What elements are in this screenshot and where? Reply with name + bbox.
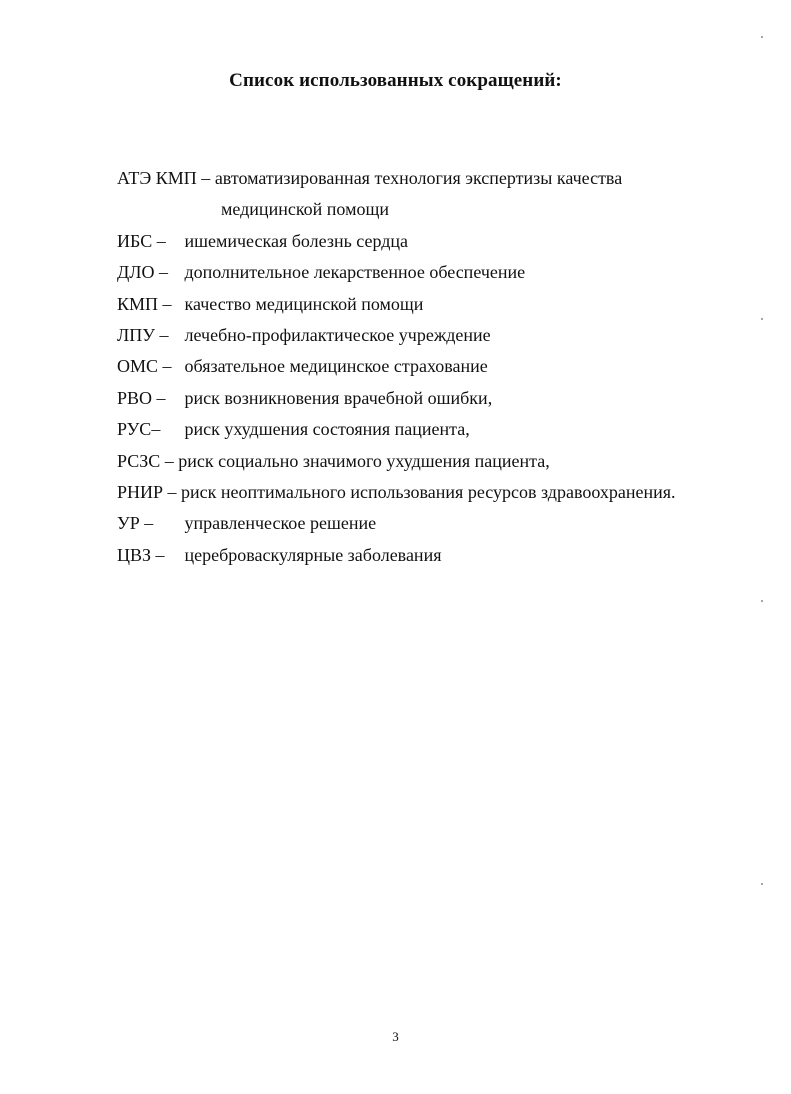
page-title: Список использованных сокращений: (229, 70, 562, 91)
abbreviation-item (117, 320, 676, 351)
abbreviation-term: КМП – (117, 293, 172, 314)
abbreviation-definition: лечебно-профилактическое учреждение (184, 325, 491, 346)
page-number: 3 (392, 1029, 399, 1044)
abbreviation-term: ЦВЗ – (117, 544, 165, 565)
abbreviation-definition: риск социально значимого ухудшения пациента, (178, 450, 550, 471)
abbreviation-item (117, 477, 676, 508)
abbreviation-item (117, 446, 676, 477)
abbreviation-definition: автоматизированная технология экспертизы качества (214, 168, 623, 188)
abbreviation-term: ИБС – (117, 230, 166, 251)
abbreviation-item (117, 163, 676, 226)
abbreviation-term: РУС– (117, 419, 161, 440)
abbreviation-definition: управленческое решение (184, 513, 377, 534)
abbreviation-term: РСЗС – (117, 450, 174, 471)
abbreviation-term: ОМС – (117, 356, 172, 377)
abbreviation-definition: риск ухудшения состояния пациента, (184, 419, 470, 440)
abbreviation-term: РВО – (117, 387, 166, 408)
scan-artifact-dot (761, 883, 763, 885)
abbreviation-term: ДЛО – (117, 262, 168, 283)
abbreviation-item (117, 540, 676, 571)
abbreviation-definition: риск возникновения врачебной ошибки, (184, 387, 493, 408)
abbreviation-term: УР – (117, 513, 154, 534)
abbreviation-item (117, 226, 676, 257)
abbreviation-definition: дополнительное лекарственное обеспечение (184, 262, 526, 283)
abbreviation-term: ЛПУ – (117, 325, 169, 346)
scan-artifact-dot (761, 36, 763, 38)
abbreviation-item (117, 414, 676, 445)
abbreviation-definition: качество медицинской помощи (184, 293, 424, 314)
abbreviation-item (117, 289, 676, 320)
abbreviation-item (117, 508, 676, 539)
scan-artifact-dot (761, 318, 763, 320)
abbreviation-term: АТЭ КМП – (117, 168, 211, 188)
abbreviation-item (117, 351, 676, 382)
abbreviation-item (117, 383, 676, 414)
abbreviation-term: РНИР – (117, 482, 177, 503)
abbreviation-definition-continuation: медицинской помощи (221, 199, 389, 220)
abbreviation-item (117, 257, 676, 288)
scan-artifact-dot (761, 600, 763, 602)
abbreviation-definition: риск неоптимального использования ресурсов здравоохранения. (181, 482, 676, 503)
abbreviation-definition: ишемическая болезнь сердца (184, 230, 409, 251)
abbreviation-definition: обязательное медицинское страхование (184, 356, 488, 377)
abbreviation-list (117, 163, 676, 571)
abbreviation-definition: цереброваскулярные заболевания (184, 544, 442, 565)
